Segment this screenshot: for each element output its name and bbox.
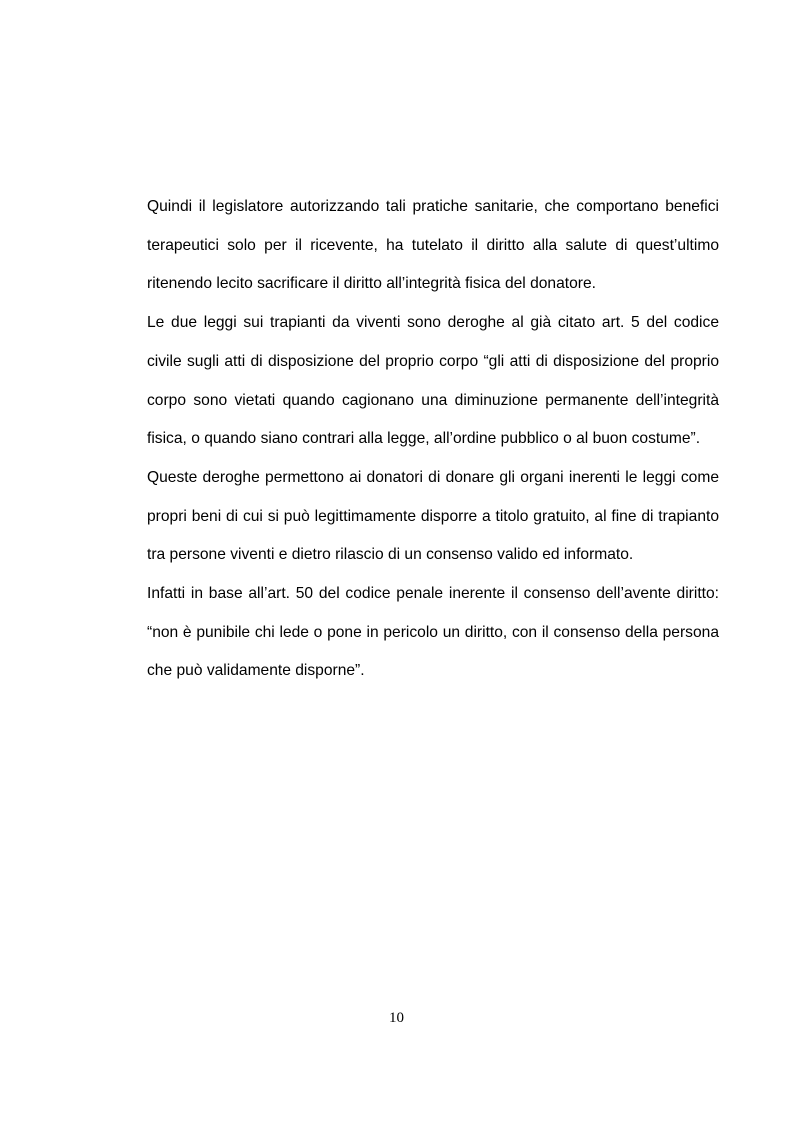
paragraph: Le due leggi sui trapianti da viventi sono deroghe al già citato art. 5 del codice civile sugli atti di disposizione del proprio corpo “gli atti di disposizione del proprio corpo sono vietati quando cagionano una diminuzione permanente dell’integrità fisica, o quando siano contrari alla legge, all’ordine pubblico o al buon costume”. xyxy=(147,314,719,448)
body-text xyxy=(147,188,719,691)
paragraph: Queste deroghe permettono ai donatori di donare gli organi inerenti le leggi come propri beni di cui si può legittimamente disporre a titolo gratuito, al fine di trapianto tra persone viventi e dietro rilascio di un consenso valido ed informato. xyxy=(147,468,719,564)
paragraph: Quindi il legislatore autorizzando tali pratiche sanitarie, che comportano benefici terapeutici solo per il ricevente, ha tutelato il diritto alla salute di quest’ultimo ritenendo lecito sacrificare il diritto all’integrità fisica del donatore. xyxy=(147,198,719,293)
paragraph: Infatti in base all’art. 50 del codice penale inerente il consenso dell’avente diritto: “non è punibile chi lede o pone in pericolo un diritto, con il consenso della persona che può validamente disporne”. xyxy=(147,585,719,680)
page-number: 10 xyxy=(389,1010,404,1026)
